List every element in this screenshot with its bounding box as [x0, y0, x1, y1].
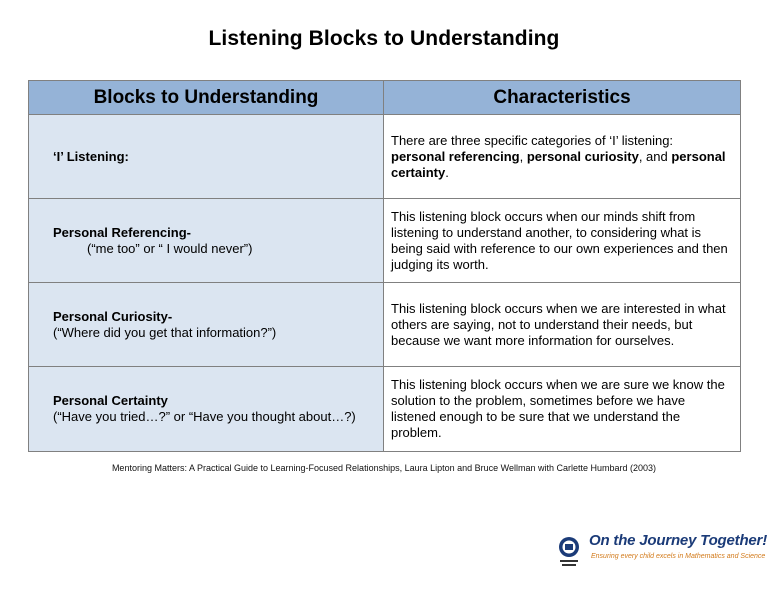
block-description-cell: This listening block occurs when our minds shift from listening to understand another, to considering what is being said with reference to our own experiences and then judging its worth. — [384, 199, 741, 283]
block-term-cell — [29, 283, 384, 367]
desc-bold-certainty: personal certainty — [391, 148, 726, 180]
block-description-cell: This listening block occurs when we are sure we know the solution to the problem, sometimes before we have listened enough to be sure that we understand the problem. — [384, 367, 741, 452]
block-description-cell: This listening block occurs when we are interested in what others are saying, not to understand their needs, but because we want more information for ourselves. — [384, 283, 741, 367]
desc-text: . — [445, 164, 449, 180]
block-term-name: Personal Curiosity- — [53, 308, 173, 324]
source-citation: Mentoring Matters: A Practical Guide to Learning-Focused Relationships, Laura Lipton and Bruce Wellman with Carlette Humbard (2003) — [111, 463, 657, 473]
program-logo — [558, 532, 767, 574]
header-characteristics: Characteristics — [384, 81, 741, 115]
desc-bold-referencing: personal referencing — [391, 148, 520, 164]
table-row — [29, 367, 741, 452]
table-row — [29, 283, 741, 367]
page-title: Listening Blocks to Understanding — [208, 27, 560, 50]
table-row — [29, 199, 741, 283]
block-term-cell — [29, 199, 384, 283]
header-blocks: Blocks to Understanding — [29, 81, 384, 115]
desc-bold-curiosity: personal curiosity — [526, 148, 639, 164]
table-row — [29, 115, 741, 199]
block-term-example: (“Where did you get that information?”) — [53, 324, 277, 340]
block-term-cell — [29, 367, 384, 452]
block-term-example: (“me too” or “ I would never”) — [87, 240, 253, 256]
block-term-example: (“Have you tried…?” or “Have you thought about…?) — [53, 409, 356, 424]
block-term-name: Personal Certainty — [53, 393, 168, 408]
district-seal-icon — [558, 536, 580, 570]
table-header-row — [29, 81, 741, 115]
desc-text: , and — [638, 148, 672, 164]
block-term-name: Personal Referencing- — [53, 224, 191, 240]
block-term-name: ‘I’ Listening: — [53, 148, 129, 164]
desc-text: , — [519, 148, 527, 164]
logo-subtagline: Ensuring every child excels in Mathematics and Science — [591, 553, 766, 560]
block-description-cell — [384, 115, 741, 199]
desc-text: There are three specific categories of ‘I’ listening: — [391, 132, 674, 148]
block-term-cell — [29, 115, 384, 199]
logo-tagline: On the Journey Together! — [589, 532, 767, 549]
listening-blocks-table — [28, 80, 741, 452]
